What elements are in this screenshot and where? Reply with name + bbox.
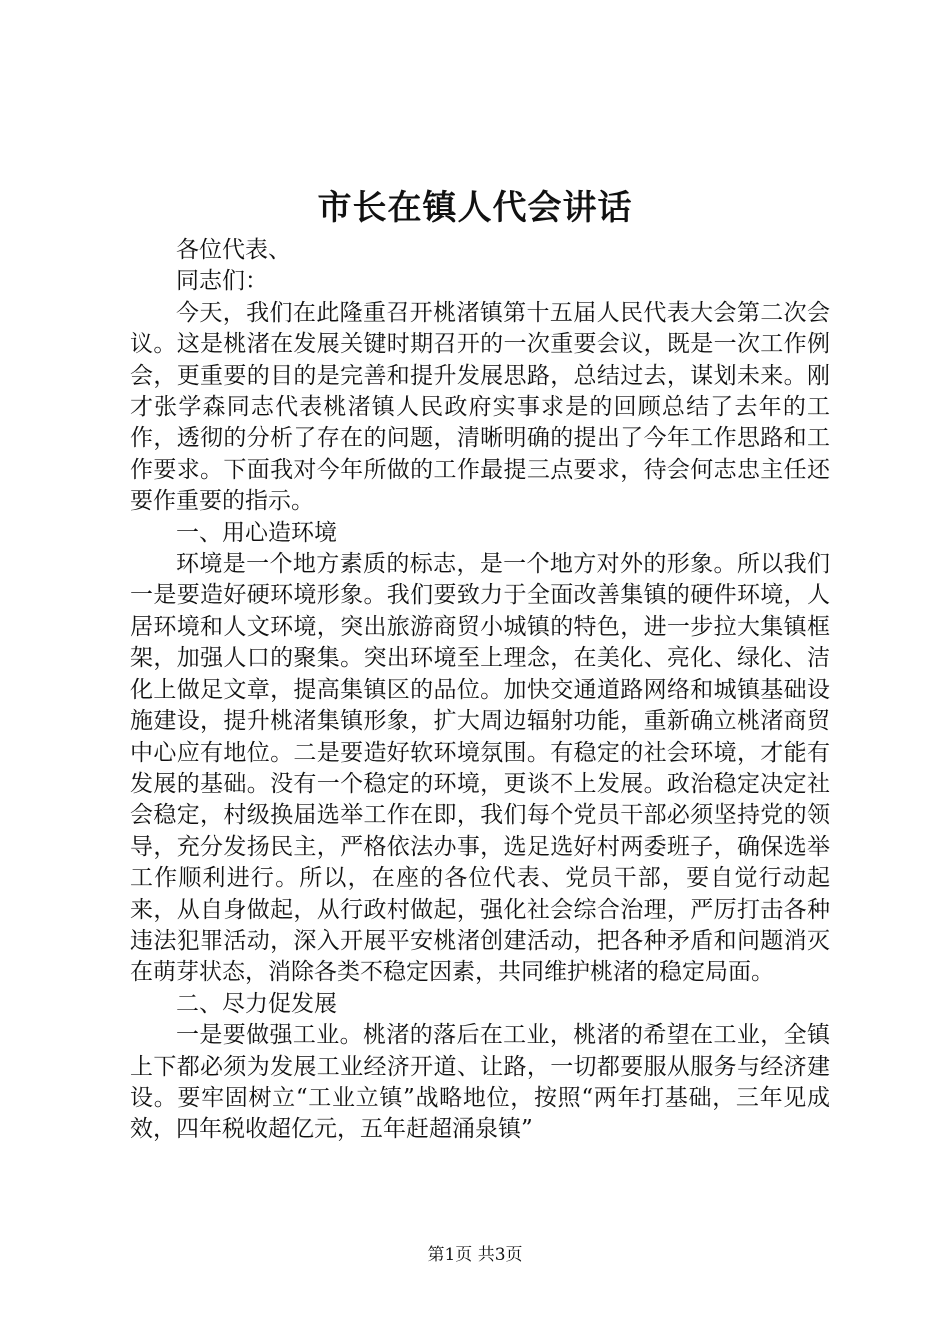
paragraph: 今天，我们在此隆重召开桃渚镇第十五届人民代表大会第二次会议。这是桃渚在发展关键时期召开的一次重要会议，既是一次工作例会，更重要的目的是完善和提升发展思路，总结过去，谋划未来。刚才张学森同志代表桃渚镇人民政府实事求是的回顾总结了去年的工作，透彻的分析了存在的问题，清晰明确的提出了今年工作思路和工作要求。下面我对今年所做的工作最提三点要求，待会何志忠主任还要作重要的指示。: [130, 299, 830, 515]
section-heading: 二、尽力促发展: [176, 990, 337, 1017]
greeting-line: 各位代表、: [176, 237, 291, 263]
page-number-footer: 第1页 共3页: [427, 1245, 523, 1265]
document-title: 市长在镇人代会讲话: [317, 188, 633, 228]
paragraph: 一是要做强工业。桃渚的落后在工业，桃渚的希望在工业，全镇上下都必须为发展工业经济开道、让路，一切都要服从服务与经济建设。要牢固树立“工业立镇”战略地位，按照“两年打基础，三年见成效，四年税收超亿元，五年赶超涌泉镇”: [130, 1022, 830, 1143]
greeting-line: 同志们：: [176, 268, 268, 295]
paragraph: 环境是一个地方素质的标志，是一个地方对外的形象。所以我们一是要造好硬环境形象。我们要致力于全面改善集镇的硬件环境，人居环境和人文环境，突出旅游商贸小城镇的特色，进一步拉大集镇框架，加强人口的聚集。突出环境至上理念，在美化、亮化、绿化、洁化上做足文章，提高集镇区的品位。加快交通道路网络和城镇基础设施建设，提升桃渚集镇形象，扩大周边辐射功能，重新确立桃渚商贸中心应有地位。二是要造好软环境氛围。有稳定的社会环境，才能有发展的基础。没有一个稳定的环境，更谈不上发展。政治稳定决定社会稳定，村级换届选举工作在即，我们每个党员干部必须坚持党的领导，充分发扬民主，严格依法办事，选足选好村两委班子，确保选举工作顺利进行。所以，在座的各位代表、党员干部，要自觉行动起来，从自身做起，从行政村做起，强化社会综合治理，严厉打击各种违法犯罪活动，深入开展平安桃渚创建活动，把各种矛盾和问题消灭在萌芽状态，消除各类不稳定因素，共同维护桃渚的稳定局面。: [130, 551, 830, 986]
section-heading: 一、用心造环境: [176, 519, 337, 546]
document-body: [130, 235, 830, 1146]
